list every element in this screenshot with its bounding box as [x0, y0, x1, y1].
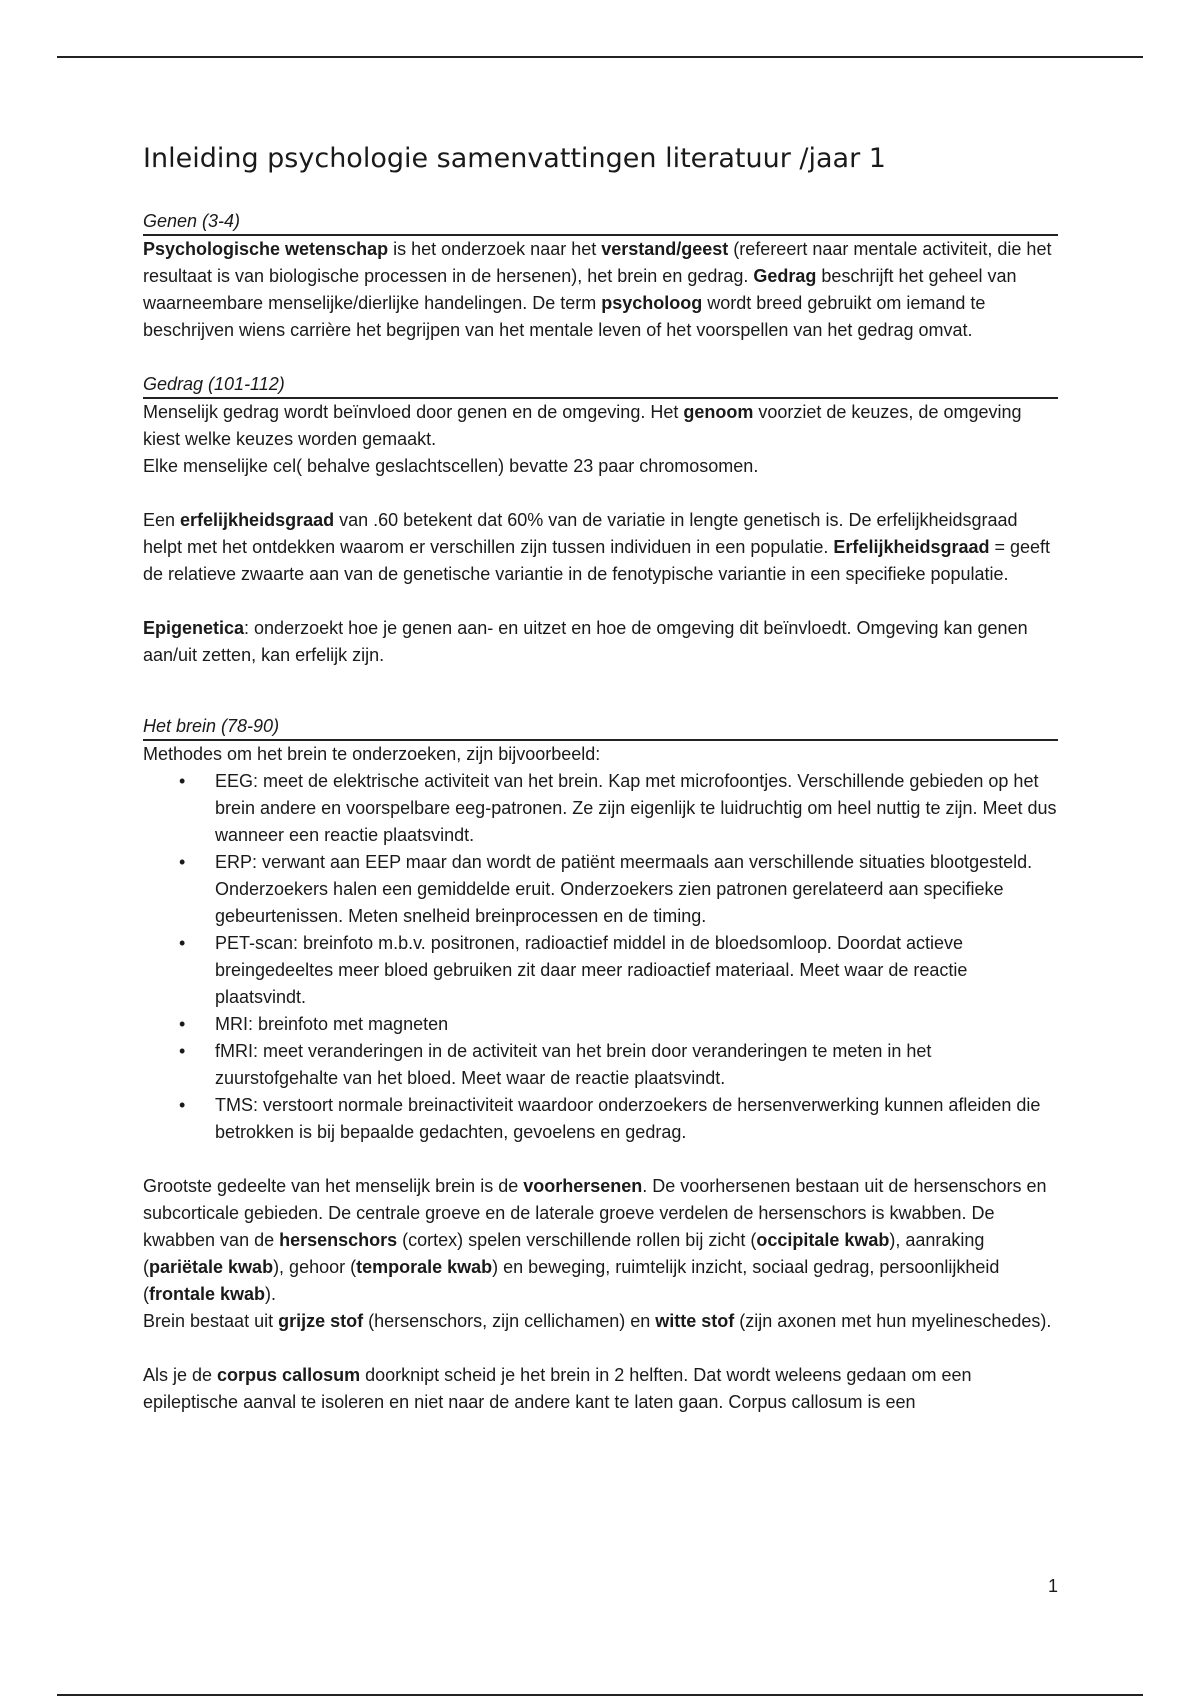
- section-heading-genen: Genen (3-4): [143, 208, 1058, 236]
- paragraph-genen: Psychologische wetenschap is het onderzoek naar het verstand/geest (refereert naar mentale activiteit, die het resultaat is van biologische processen in de hersenen), het brein en gedrag. Gedrag beschrijft het geheel van waarneembare menselijke/dierlijke handelingen. De term psycholoog wordt breed gebruikt om iemand te beschrijven wiens carrière het begrijpen van het mentale leven of het voorspellen van het gedrag omvat.: [143, 239, 1052, 340]
- section-heading-gedrag: Gedrag (101-112): [143, 371, 1058, 399]
- paragraph-brein-3: Als je de corpus callosum doorknipt scheid je het brein in 2 helften. Dat wordt weleens gedaan om een epileptische aanval te isoleren en niet naar de andere kant te laten gaan. Corpus callosum is een: [143, 1365, 972, 1412]
- list-item: [179, 768, 1058, 849]
- bullet-icon: •: [179, 771, 186, 791]
- methods-list: [143, 768, 1058, 1146]
- paragraph-brein-2b: Brein bestaat uit grijze stof (hersenschors, zijn cellichamen) en witte stof (zijn axonen met hun myelineschedes).: [143, 1311, 1052, 1331]
- bold-term: Gedrag: [753, 266, 817, 286]
- bold-term: genoom: [683, 402, 754, 422]
- paragraph-gedrag-3: Epigenetica: onderzoekt hoe je genen aan- en uitzet en hoe de omgeving dit beïnvloedt. Omgeving kan genen aan/uit zetten, kan erfelijk zijn.: [143, 618, 1028, 665]
- bullet-icon: •: [179, 1014, 186, 1034]
- bold-term: erfelijkheidsgraad: [180, 510, 335, 530]
- paragraph-gedrag-1: Menselijk gedrag wordt beïnvloed door genen en de omgeving. Het genoom voorziet de keuzes, de omgeving kiest welke keuzes worden gemaakt.: [143, 402, 1022, 449]
- list-item: [179, 930, 1058, 1011]
- bold-term: pariëtale kwab: [149, 1257, 274, 1277]
- list-item-text: MRI: breinfoto met magneten: [215, 1014, 449, 1034]
- list-item-text: ERP: verwant aan EEP maar dan wordt de patiënt meermaals aan verschillende situaties blootgesteld. Onderzoekers halen een gemiddelde eruit. Onderzoekers zien patronen gerelateerd aan specifieke gebeurtenissen. Meten snelheid breinprocessen en de timing.: [215, 852, 1033, 926]
- footer-rule: [57, 1694, 1143, 1696]
- section-heading-brein: Het brein (78-90): [143, 713, 1058, 741]
- list-item: [179, 849, 1058, 930]
- bold-term: hersenschors: [279, 1230, 398, 1250]
- bold-term: Epigenetica: [143, 618, 245, 638]
- bold-term: verstand/geest: [601, 239, 729, 259]
- bold-term: psycholoog: [601, 293, 703, 313]
- bullet-icon: •: [179, 933, 186, 953]
- list-item-text: fMRI: meet veranderingen in de activiteit van het brein door veranderingen te meten in het zuurstofgehalte van het bloed. Meet waar de reactie plaatsvindt.: [215, 1041, 932, 1088]
- bullet-icon: •: [179, 852, 186, 872]
- list-item: [179, 1038, 1058, 1092]
- bold-term: corpus callosum: [217, 1365, 361, 1385]
- list-item-text: EEG: meet de elektrische activiteit van het brein. Kap met microfoontjes. Verschillende gebieden op het brein andere en voorspelbare eeg-patronen. Ze zijn eigenlijk te luidruchtig om heel nuttig te zijn. Meet dus wanneer een reactie plaatsvindt.: [215, 771, 1057, 845]
- bold-term: grijze stof: [278, 1311, 364, 1331]
- bold-term: occipitale kwab: [756, 1230, 890, 1250]
- list-item: [179, 1092, 1058, 1146]
- page-number: 1: [1047, 1576, 1058, 1596]
- bullet-icon: •: [179, 1095, 186, 1115]
- paragraph-gedrag-1b: Elke menselijke cel( behalve geslachtscellen) bevatte 23 paar chromosomen.: [143, 456, 759, 476]
- paragraph-gedrag-2: Een erfelijkheidsgraad van .60 betekent dat 60% van de variatie in lengte genetisch is. De erfelijkheidsgraad helpt met het ontdekken waarom er verschillen zijn tussen individuen in een populatie. Erfelijkheidsgraad = geeft de relatieve zwaarte aan van de genetische variantie in de fenotypische variantie in een specifieke populatie.: [143, 510, 1051, 584]
- list-item-text: PET-scan: breinfoto m.b.v. positronen, radioactief middel in de bloedsomloop. Doordat actieve breingedeeltes meer bloed gebruiken zit daar meer radioactief materiaal. Meet waar de reactie plaatsvindt.: [215, 933, 968, 1007]
- paragraph-brein-intro: Methodes om het brein te onderzoeken, zijn bijvoorbeeld:: [143, 744, 601, 764]
- bold-term: witte stof: [655, 1311, 735, 1331]
- document-title: Inleiding psychologie samenvattingen literatuur /jaar 1: [143, 143, 886, 174]
- bold-term: temporale kwab: [356, 1257, 493, 1277]
- bold-term: Erfelijkheidsgraad: [833, 537, 990, 557]
- bold-term: Psychologische wetenschap: [143, 239, 389, 259]
- bullet-icon: •: [179, 1041, 186, 1061]
- header-rule: [57, 56, 1143, 58]
- paragraph-brein-2: Grootste gedeelte van het menselijk brein is de voorhersenen. De voorhersenen bestaan uit de hersenschors en subcorticale gebieden. De centrale groeve en de laterale groeve verdelen de hersenschors is kwabben. De kwabben van de hersenschors (cortex) spelen verschillende rollen bij zicht (occipitale kwab), aanraking (pariëtale kwab), gehoor (temporale kwab) en beweging, ruimtelijk inzicht, sociaal gedrag, persoonlijkheid (frontale kwab).: [143, 1176, 1047, 1304]
- list-item-text: TMS: verstoort normale breinactiviteit waardoor onderzoekers de hersenverwerking kunnen afleiden die betrokken is bij bepaalde gedachten, gevoelens en gedrag.: [215, 1095, 1041, 1142]
- bold-term: voorhersenen: [523, 1176, 643, 1196]
- page-content: [143, 138, 1058, 1416]
- bold-term: frontale kwab: [149, 1284, 266, 1304]
- list-item: [179, 1011, 1058, 1038]
